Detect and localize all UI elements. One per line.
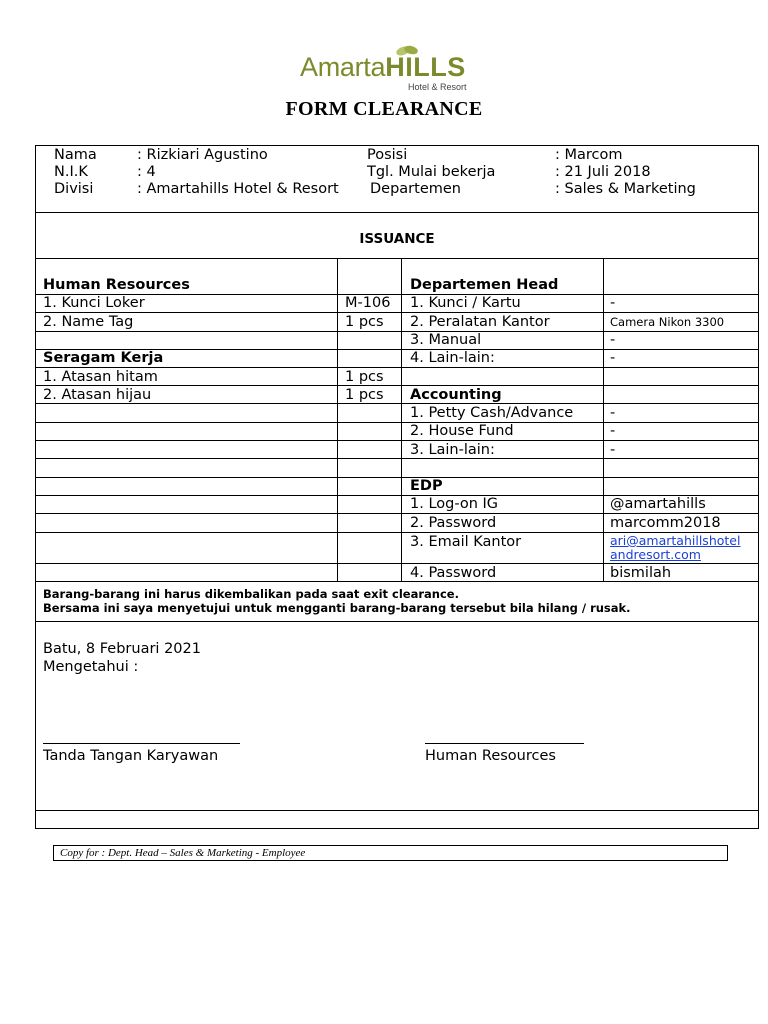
edp-item-label: 2. Password [410,515,497,531]
accounting-item-value: - [610,423,616,439]
accounting-item-label: 1. Petty Cash/Advance [410,405,574,421]
seragam-item-label: 1. Atasan hitam [43,369,158,385]
divider-header [35,212,759,213]
dept-head-heading: Departemen Head [410,277,559,293]
edp-item-label: 3. Email Kantor [410,534,522,550]
hr-item-value: M-106 [345,295,391,311]
mengetahui-label: Mengetahui : [43,659,139,675]
logo-brand-light: Amarta [300,52,386,82]
logo-brand-bold: HILLS [385,52,466,82]
seragam-item-label: 2. Atasan hijau [43,387,152,403]
nama-value: : Rizkiari Agustino [137,147,268,163]
email-kantor-link[interactable]: andresort.com [610,547,701,562]
note-line: Barang-barang ini harus dikembalikan pada saat exit clearance. [43,587,459,601]
dept-head-item-value: - [610,350,616,366]
place-date: Batu, 8 Februari 2021 [43,641,201,657]
divisi-label: Divisi [54,181,94,197]
accounting-item-label: 3. Lain-lain: [410,442,495,458]
divider-issuance [35,258,759,259]
edp-item-value: marcomm2018 [610,515,721,531]
dept-head-item-label: 2. Peralatan Kantor [410,314,550,330]
tgl-mulai-value: : 21 Juli 2018 [555,164,651,180]
logo-tagline: Hotel & Resort [408,82,467,92]
edp-item-label: 1. Log-on IG [410,496,499,512]
employee-signature-label: Tanda Tangan Karyawan [43,748,219,764]
departemen-label: Departemen [370,181,461,197]
hr-item-label: 2. Name Tag [43,314,134,330]
hr-signature-label: Human Resources [425,748,556,764]
divider-signature [35,810,759,811]
edp-item-value: @amartahills [610,496,706,512]
note-line: Bersama ini saya menyetujui untuk mengganti barang-barang tersebut bila hilang / rusak. [43,601,631,615]
edp-heading: EDP [410,478,443,494]
copy-for-text: Copy for : Dept. Head – Sales & Marketing - Employee [60,847,306,859]
divisi-value: : Amartahills Hotel & Resort [137,181,339,197]
form-title: FORM CLEARANCE [285,98,483,120]
logo-wordmark [300,52,466,83]
seragam-heading: Seragam Kerja [43,350,164,366]
dept-head-item-label: 1. Kunci / Kartu [410,295,521,311]
posisi-value: : Marcom [555,147,623,163]
hr-heading: Human Resources [43,277,190,293]
seragam-item-value: 1 pcs [345,369,384,385]
nik-value: : 4 [137,164,156,180]
dept-head-item-label: 4. Lain-lain: [410,350,495,366]
nik-label: N.I.K [54,164,88,180]
company-logo [300,42,465,94]
dept-head-item-value: Camera Nikon 3300 [610,315,725,329]
hr-item-label: 1. Kunci Loker [43,295,145,311]
posisi-label: Posisi [367,147,408,163]
dept-head-item-value: - [610,295,616,311]
hr-signature-line [425,743,584,744]
issuance-heading: ISSUANCE [359,231,435,247]
accounting-item-value: - [610,442,616,458]
seragam-item-value: 1 pcs [345,387,384,403]
edp-item-label: 4. Password [410,565,497,581]
accounting-item-label: 2. House Fund [410,423,514,439]
email-kantor-link[interactable]: ari@amartahillshotel [610,533,741,548]
edp-item-value: bismilah [610,565,672,581]
employee-signature-line [43,743,240,744]
dept-head-item-value: - [610,332,616,348]
divider-notes [35,621,759,622]
tgl-mulai-label: Tgl. Mulai bekerja [367,164,496,180]
dept-head-item-label: 3. Manual [410,332,482,348]
accounting-heading: Accounting [410,387,502,403]
accounting-item-value: - [610,405,616,421]
nama-label: Nama [54,147,97,163]
hr-item-value: 1 pcs [345,314,384,330]
departemen-value: : Sales & Marketing [555,181,696,197]
